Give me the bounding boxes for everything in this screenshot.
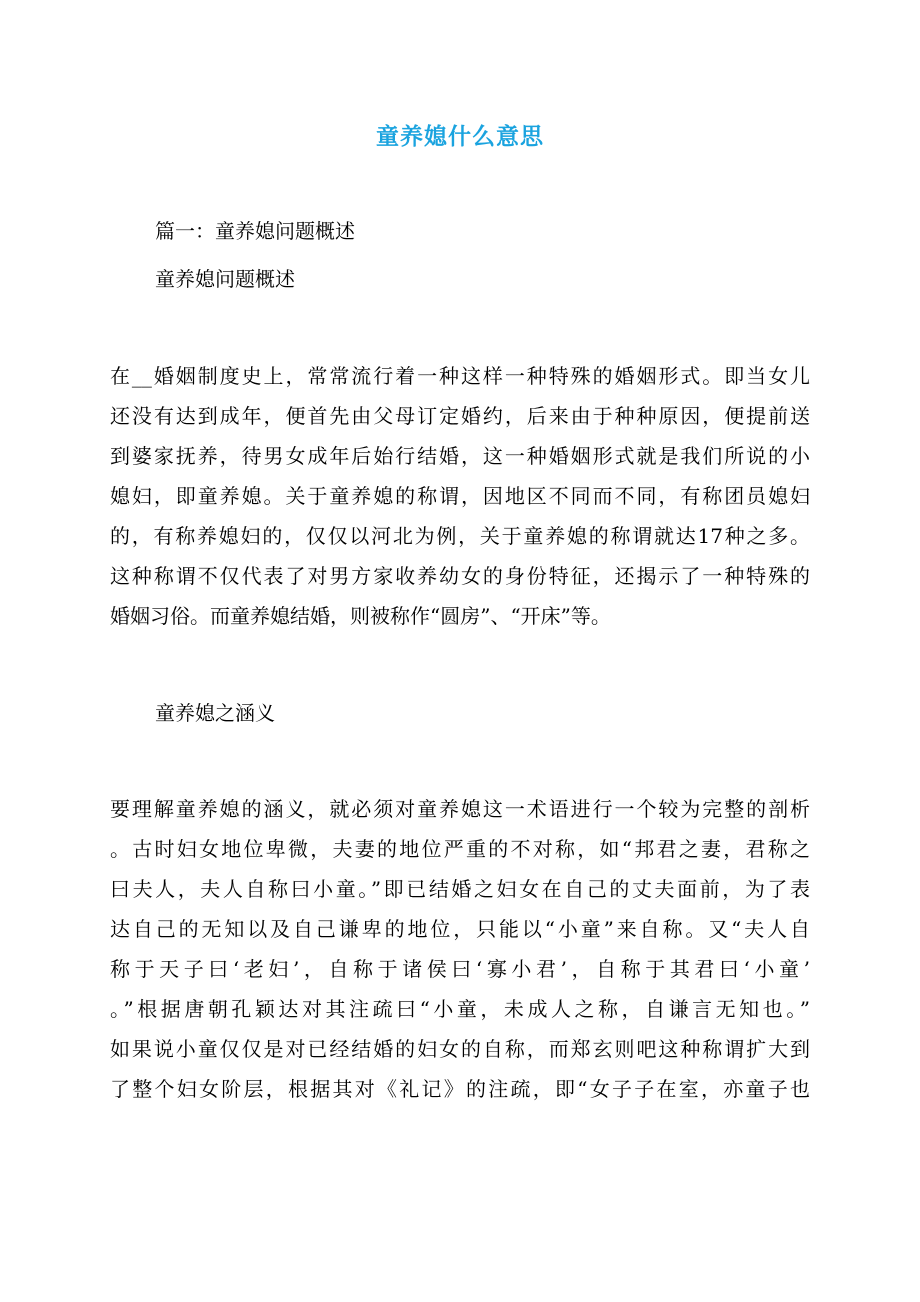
paragraph-line: 这种称谓不仅代表了对男方家收养幼女的身份特征，还揭示了一种特殊的 [110,564,810,588]
paragraph-2 [110,789,810,1109]
paragraph-line: 。”根据唐朝孔颖达对其注疏曰“小童，未成人之称，自谦言无知也。” [110,997,810,1021]
section-subheading-1: 童养媳问题概述 [155,267,295,291]
paragraph-line: 到婆家抚养，待男女成年后始行结婚，这一种婚姻形式就是我们所说的小 [110,444,810,468]
paragraph-1 [110,356,810,636]
paragraph-line: 在__婚姻制度史上，常常流行着一种这样一种特殊的婚姻形式。即当女儿 [110,364,810,388]
paragraph-line: 。古时妇女地位卑微，夫妻的地位严重的不对称，如“邦君之妻，君称之 [110,837,810,861]
paragraph-line: 的，有称养媳妇的，仅仅以河北为例，关于童养媳的称谓就达17种之多。 [110,524,810,548]
paragraph-line: 了整个妇女阶层，根据其对《礼记》的注疏，即“女子子在室，亦童子也 [110,1077,810,1101]
paragraph-line: 曰夫人，夫人自称曰小童。”即已结婚之妇女在自己的丈夫面前，为了表 [110,877,810,901]
section-heading-1: 篇一：童养媳问题概述 [155,219,355,243]
paragraph-line: 还没有达到成年，便首先由父母订定婚约，后来由于种种原因，便提前送 [110,404,810,428]
section-heading-2: 童养媳之涵义 [155,701,275,725]
paragraph-line: 婚姻习俗。而童养媳结婚，则被称作“圆房”、“开床”等。 [110,604,611,628]
paragraph-line: 达自己的无知以及自己谦卑的地位，只能以“小童”来自称。又“夫人自 [110,917,810,941]
paragraph-line: 要理解童养媳的涵义，就必须对童养媳这一术语进行一个较为完整的剖析 [110,797,810,821]
paragraph-line: 如果说小童仅仅是对已经结婚的妇女的自称，而郑玄则吧这种称谓扩大到 [110,1037,810,1061]
paragraph-line: 称于天子曰‘老妇’，自称于诸侯曰‘寡小君’，自称于其君曰‘小童’ [110,957,810,981]
paragraph-line: 媳妇，即童养媳。关于童养媳的称谓，因地区不同而不同，有称团员媳妇 [110,484,810,508]
document-title: 童养媳什么意思 [376,123,544,150]
